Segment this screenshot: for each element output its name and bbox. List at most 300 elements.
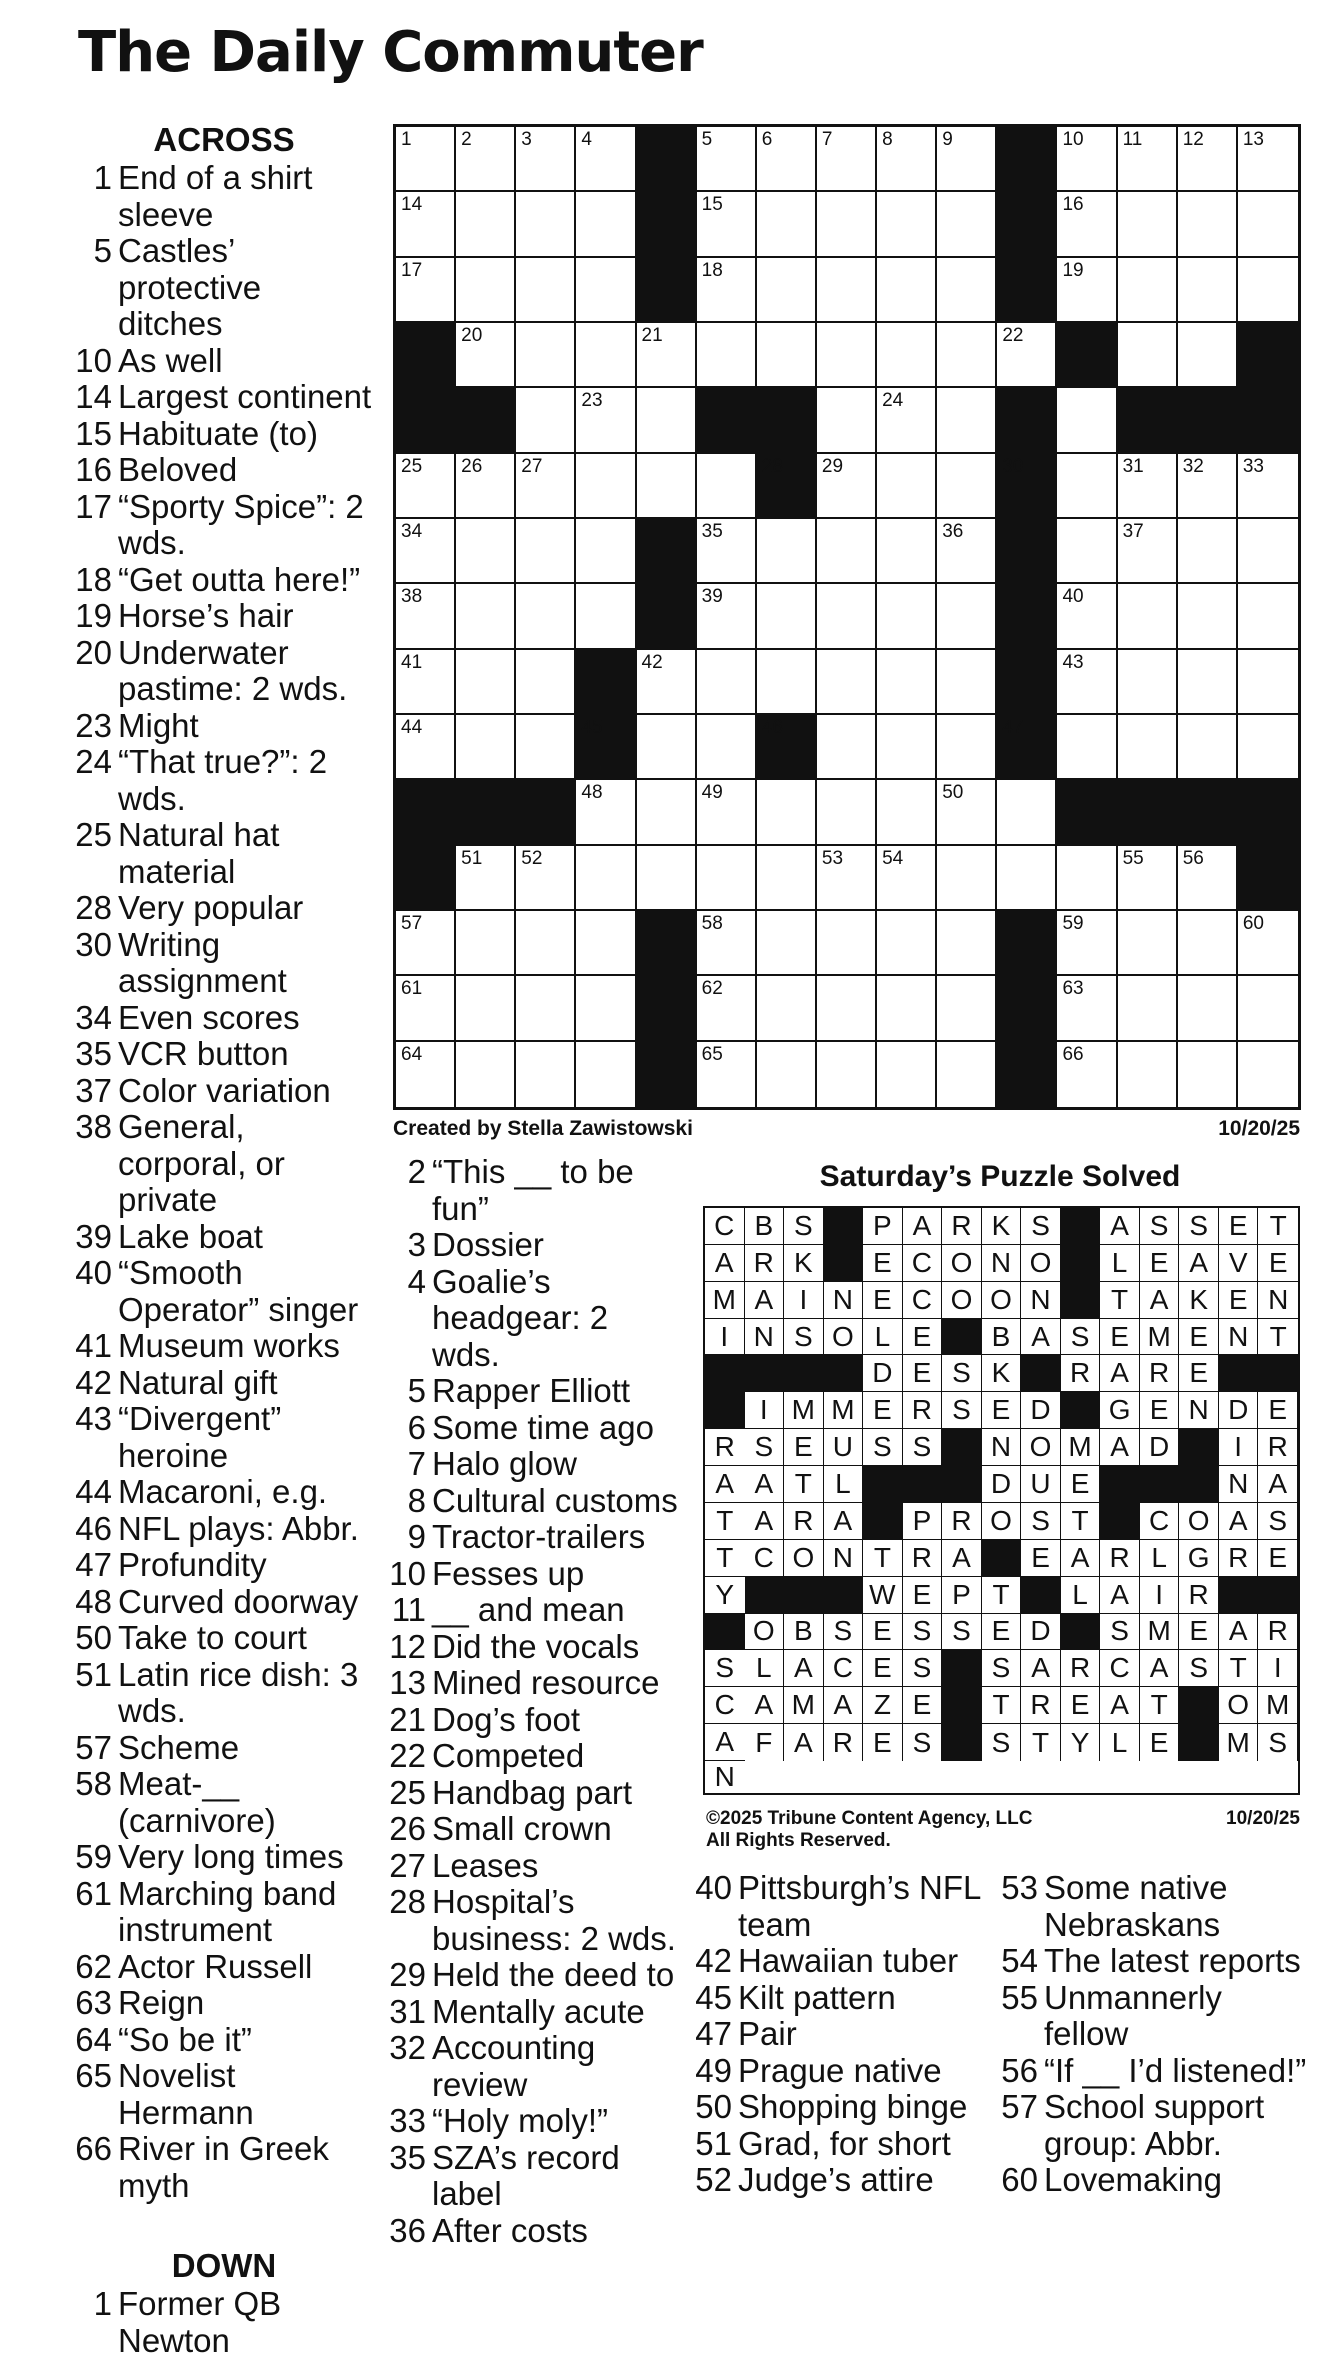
clue-number: 54 (1001, 1942, 1038, 1979)
grid-cell[interactable] (877, 388, 937, 453)
down-clue-list (388, 1154, 683, 2249)
solution-cell: E (863, 1392, 903, 1429)
grid-cell[interactable] (1118, 650, 1178, 715)
clue-number: 23 (75, 706, 112, 744)
grid-cell[interactable] (1178, 650, 1238, 715)
clue-text: Underwater pastime: 2 wds. (118, 633, 348, 707)
solution-black-square (942, 1650, 982, 1687)
clue-item (74, 598, 374, 635)
cell-number: 40 (1062, 586, 1084, 608)
solution-black-square (705, 1392, 745, 1429)
clue-text: Macaroni, e.g. (118, 1473, 328, 1510)
grid-cell[interactable] (1118, 454, 1178, 519)
solution-cell: T (705, 1503, 745, 1540)
grid-cell[interactable] (576, 976, 636, 1041)
grid-cell[interactable] (817, 127, 877, 192)
solution-cell: A (824, 1687, 864, 1724)
grid-cell[interactable] (1238, 715, 1298, 780)
grid-cell[interactable] (1238, 650, 1298, 715)
solution-cell: R (903, 1540, 943, 1577)
grid-cell[interactable] (1238, 192, 1298, 257)
solution-cell: T (982, 1577, 1022, 1614)
solution-black-square (784, 1577, 824, 1614)
solution-cell: T (1021, 1724, 1061, 1761)
grid-cell[interactable] (1118, 519, 1178, 584)
solution-cell: O (1219, 1687, 1259, 1724)
cell-number: 3 (521, 129, 532, 150)
grid-cell[interactable] (637, 323, 697, 388)
grid-cell[interactable] (516, 454, 576, 519)
grid-cell[interactable] (757, 976, 817, 1041)
grid-cell[interactable] (1118, 192, 1178, 257)
solution-cell: N (1179, 1392, 1219, 1429)
solution-cell: A (824, 1503, 864, 1540)
cell-number: 57 (401, 913, 423, 934)
solution-black-square (903, 1466, 943, 1503)
solution-cell: O (824, 1319, 864, 1356)
grid-cell[interactable] (757, 519, 817, 584)
grid-cell[interactable] (697, 846, 757, 911)
solution-cell: S (863, 1429, 903, 1466)
grid-cell[interactable] (1178, 911, 1238, 976)
grid-cell[interactable] (937, 976, 997, 1041)
solution-cell: A (705, 1724, 745, 1761)
grid-cell[interactable] (576, 846, 636, 911)
grid-cell[interactable] (817, 584, 877, 649)
clue-number: 49 (695, 2051, 732, 2089)
grid-cell[interactable] (1178, 715, 1238, 780)
grid-cell[interactable] (877, 454, 937, 519)
grid-cell[interactable] (937, 388, 997, 453)
solution-cell: R (1258, 1429, 1298, 1466)
grid-cell[interactable] (456, 650, 516, 715)
grid-cell[interactable] (516, 258, 576, 323)
grid-cell[interactable] (937, 258, 997, 323)
grid-cell[interactable] (697, 584, 757, 649)
grid-cell[interactable] (396, 1042, 456, 1107)
grid-cell[interactable] (697, 911, 757, 976)
solution-cell: S (903, 1614, 943, 1651)
solution-cell: A (1100, 1429, 1140, 1466)
grid-cell[interactable] (456, 127, 516, 192)
down-clue-list (694, 1870, 994, 2199)
grid-cell[interactable] (1238, 911, 1298, 976)
solution-title: Saturday’s Puzzle Solved (819, 1160, 1181, 1193)
grid-cell[interactable] (757, 258, 817, 323)
grid-cell[interactable] (1057, 1042, 1117, 1107)
clue-item (74, 635, 374, 708)
clue-item (74, 1036, 374, 1073)
grid-cell[interactable] (757, 127, 817, 192)
grid-cell[interactable] (1118, 911, 1178, 976)
grid-cell[interactable] (516, 976, 576, 1041)
black-square (997, 519, 1057, 584)
clue-text: Largest continent (118, 378, 372, 415)
grid-cell[interactable] (1057, 715, 1117, 780)
clue-number: 60 (1001, 2161, 1038, 2198)
clue-text: Horse’s hair (118, 597, 294, 634)
grid-cell[interactable] (576, 258, 636, 323)
grid-cell[interactable] (877, 323, 937, 388)
solution-black-square (1100, 1503, 1140, 1540)
grid-cell[interactable] (757, 780, 817, 845)
solution-cell: M (1140, 1614, 1180, 1651)
solution-cell: L (1140, 1540, 1180, 1577)
solution-cell: O (1179, 1503, 1219, 1540)
grid-cell[interactable] (1057, 911, 1117, 976)
grid-cell[interactable] (697, 715, 757, 780)
grid-cell[interactable] (396, 976, 456, 1041)
cell-number: 47 (1002, 717, 1024, 738)
solution-black-square (705, 1614, 745, 1651)
clue-number: 3 (407, 1226, 426, 1263)
grid-cell[interactable] (877, 127, 937, 192)
clue-text: Curved doorway (118, 1582, 359, 1620)
grid-cell[interactable] (697, 1042, 757, 1107)
clue-number: 53 (1001, 1869, 1038, 1906)
solution-cell: E (903, 1577, 943, 1614)
grid-cell[interactable] (697, 323, 757, 388)
grid-cell[interactable] (1178, 323, 1238, 388)
clue-text: NFL plays: Abbr. (118, 1509, 359, 1547)
grid-cell[interactable] (877, 780, 937, 845)
grid-cell[interactable] (1178, 258, 1238, 323)
grid-cell[interactable] (1118, 323, 1178, 388)
grid-cell[interactable] (396, 584, 456, 649)
grid-cell[interactable] (877, 650, 937, 715)
grid-cell[interactable] (817, 780, 877, 845)
clue-text: Novelist Hermann (118, 2057, 254, 2131)
grid-cell[interactable] (757, 192, 817, 257)
solution-cell: A (745, 1503, 785, 1540)
grid-cell[interactable] (1118, 1042, 1178, 1107)
solution-cell: R (705, 1429, 745, 1466)
grid-cell[interactable] (516, 584, 576, 649)
grid-cell[interactable] (877, 584, 937, 649)
grid-cell[interactable] (817, 1042, 877, 1107)
grid-cell[interactable] (516, 911, 576, 976)
cell-number: 49 (701, 782, 723, 804)
grid-cell[interactable] (1057, 846, 1117, 911)
cell-number: 39 (701, 586, 723, 608)
grid-cell[interactable] (637, 846, 697, 911)
solution-cell: L (1100, 1724, 1140, 1761)
puzzle-date: 10/20/25 (1218, 1117, 1300, 1140)
grid-cell[interactable] (817, 911, 877, 976)
clue-item (694, 1870, 994, 1943)
grid-cell[interactable] (456, 976, 516, 1041)
grid-cell[interactable] (396, 650, 456, 715)
grid-cell[interactable] (576, 323, 636, 388)
grid-cell[interactable] (697, 519, 757, 584)
grid-cell[interactable] (937, 911, 997, 976)
grid-cell[interactable] (877, 976, 937, 1041)
black-square (637, 1042, 697, 1107)
grid-cell[interactable] (1118, 584, 1178, 649)
cell-number: 52 (521, 847, 543, 869)
grid-cell[interactable] (817, 976, 877, 1041)
cell-number: 15 (701, 194, 723, 216)
grid-cell[interactable] (396, 258, 456, 323)
clue-number: 39 (75, 1217, 112, 1255)
grid-cell[interactable] (937, 780, 997, 845)
solution-cell: E (1219, 1282, 1259, 1319)
grid-cell[interactable] (817, 388, 877, 453)
clue-number: 19 (75, 597, 112, 634)
grid-cell[interactable] (697, 976, 757, 1041)
clue-item (1000, 2053, 1310, 2090)
grid-cell[interactable] (1118, 715, 1178, 780)
grid-cell[interactable] (877, 911, 937, 976)
clue-number: 29 (389, 1956, 426, 1993)
grid-cell[interactable] (1057, 584, 1117, 649)
grid-cell[interactable] (937, 1042, 997, 1107)
grid-cell[interactable] (516, 323, 576, 388)
grid-cell[interactable] (1057, 519, 1117, 584)
grid-cell[interactable] (516, 715, 576, 780)
clue-item (74, 890, 374, 927)
grid-cell[interactable] (817, 519, 877, 584)
clue-text: Scheme (118, 1728, 240, 1766)
grid-cell[interactable] (697, 650, 757, 715)
grid-cell[interactable] (576, 1042, 636, 1107)
grid-cell[interactable] (757, 911, 817, 976)
grid-cell[interactable] (456, 454, 516, 519)
clue-item (74, 2131, 374, 2204)
grid-cell[interactable] (1238, 258, 1298, 323)
grid-cell[interactable] (637, 780, 697, 845)
grid-cell[interactable] (1238, 127, 1298, 192)
grid-cell[interactable] (757, 1042, 817, 1107)
solution-cell: C (903, 1282, 943, 1319)
solution-cell: E (903, 1687, 943, 1724)
grid-cell[interactable] (516, 519, 576, 584)
grid-cell[interactable] (637, 650, 697, 715)
grid-cell[interactable] (997, 780, 1057, 845)
grid-cell[interactable] (637, 388, 697, 453)
cell-number: 61 (401, 978, 423, 1000)
solution-black-square (1140, 1466, 1180, 1503)
grid-cell[interactable] (396, 911, 456, 976)
grid-cell[interactable] (937, 323, 997, 388)
grid-cell[interactable] (877, 846, 937, 911)
black-square (1118, 388, 1178, 453)
solution-cell: U (824, 1429, 864, 1466)
clue-item (388, 1738, 683, 1775)
solution-cell: R (1061, 1650, 1101, 1687)
grid-cell[interactable] (456, 846, 516, 911)
grid-cell[interactable] (1118, 127, 1178, 192)
black-square (637, 127, 697, 192)
grid-cell[interactable] (1057, 192, 1117, 257)
grid-cell[interactable] (576, 911, 636, 976)
grid-cell[interactable] (456, 715, 516, 780)
grid-cell[interactable] (516, 192, 576, 257)
grid-cell[interactable] (1238, 519, 1298, 584)
grid-cell[interactable] (937, 127, 997, 192)
cell-number: 63 (1062, 978, 1084, 1000)
grid-cell[interactable] (1238, 584, 1298, 649)
grid-cell[interactable] (1238, 1042, 1298, 1107)
clue-number: 4 (407, 1262, 426, 1300)
grid-cell[interactable] (516, 388, 576, 453)
down-clue-list (1000, 1870, 1310, 2199)
grid-cell[interactable] (877, 715, 937, 780)
down-clues-column-2 (388, 1154, 683, 2249)
grid-cell[interactable] (937, 192, 997, 257)
grid-cell[interactable] (1057, 454, 1117, 519)
grid-cell[interactable] (1178, 519, 1238, 584)
grid-cell[interactable] (877, 519, 937, 584)
grid-cell[interactable] (1178, 192, 1238, 257)
solution-cell: K (982, 1208, 1022, 1245)
clue-text: Rapper Elliott (432, 1372, 631, 1409)
grid-cell[interactable] (757, 846, 817, 911)
grid-cell[interactable] (877, 1042, 937, 1107)
grid-cell[interactable] (1178, 846, 1238, 911)
grid-cell[interactable] (516, 846, 576, 911)
grid-cell[interactable] (877, 258, 937, 323)
grid-cell[interactable] (697, 780, 757, 845)
grid-cell[interactable] (637, 454, 697, 519)
cell-number: 64 (401, 1043, 423, 1065)
grid-cell[interactable] (516, 1042, 576, 1107)
grid-cell[interactable] (1118, 976, 1178, 1041)
solution-cell: A (1021, 1319, 1061, 1356)
solution-black-square (824, 1577, 864, 1614)
grid-cell[interactable] (1178, 584, 1238, 649)
across-clue-list (74, 160, 374, 2204)
black-square (997, 650, 1057, 715)
cell-number: 46 (761, 717, 783, 738)
cell-number: 37 (1122, 521, 1144, 542)
grid-cell[interactable] (877, 192, 937, 257)
solution-cell: S (1258, 1503, 1298, 1540)
grid-cell[interactable] (757, 650, 817, 715)
grid-cell[interactable] (576, 388, 636, 453)
solution-cell: T (1100, 1282, 1140, 1319)
grid-cell[interactable] (396, 519, 456, 584)
grid-cell[interactable] (1057, 976, 1117, 1041)
grid-cell[interactable] (817, 846, 877, 911)
solution-cell: E (982, 1392, 1022, 1429)
grid-cell[interactable] (1057, 127, 1117, 192)
down-clue-list (74, 2286, 374, 2359)
solution-cell: A (1061, 1540, 1101, 1577)
black-square (757, 388, 817, 453)
grid-cell[interactable] (456, 911, 516, 976)
grid-cell[interactable] (576, 780, 636, 845)
grid-cell[interactable] (697, 192, 757, 257)
solution-cell: M (1061, 1429, 1101, 1466)
grid-cell[interactable] (456, 1042, 516, 1107)
grid-cell[interactable] (817, 454, 877, 519)
clue-number: 42 (695, 1942, 732, 1979)
grid-cell[interactable] (1118, 258, 1178, 323)
grid-cell[interactable] (697, 454, 757, 519)
clue-item (74, 343, 374, 380)
grid-cell[interactable] (817, 258, 877, 323)
grid-cell[interactable] (456, 519, 516, 584)
grid-cell[interactable] (396, 715, 456, 780)
clue-number: 50 (695, 2088, 732, 2125)
clue-text: Profundity (118, 1546, 267, 1583)
grid-cell[interactable] (697, 258, 757, 323)
grid-cell[interactable] (396, 192, 456, 257)
grid-cell[interactable] (1057, 258, 1117, 323)
grid-cell[interactable] (937, 846, 997, 911)
black-square (637, 192, 697, 257)
solution-cell: N (745, 1319, 785, 1356)
clue-item (74, 489, 374, 562)
solution-cell: I (1140, 1577, 1180, 1614)
solution-cell: Y (705, 1577, 745, 1614)
clue-item (74, 744, 374, 817)
grid-cell[interactable] (1178, 454, 1238, 519)
cell-number: 34 (401, 521, 423, 542)
grid-cell[interactable] (396, 454, 456, 519)
grid-cell[interactable] (576, 454, 636, 519)
grid-cell[interactable] (576, 127, 636, 192)
clue-item (74, 1073, 374, 1110)
grid-cell[interactable] (1178, 127, 1238, 192)
grid-cell[interactable] (1057, 388, 1117, 453)
grid-cell[interactable] (757, 323, 817, 388)
grid-cell[interactable] (817, 715, 877, 780)
grid-cell[interactable] (757, 584, 817, 649)
clue-item (388, 1227, 683, 1264)
clue-text: Tractor-trailers (432, 1518, 646, 1555)
grid-cell[interactable] (937, 454, 997, 519)
grid-cell[interactable] (817, 192, 877, 257)
grid-cell[interactable] (456, 192, 516, 257)
grid-cell[interactable] (576, 192, 636, 257)
grid-cell[interactable] (456, 323, 516, 388)
grid-cell[interactable] (456, 584, 516, 649)
grid-cell[interactable] (637, 715, 697, 780)
grid-cell[interactable] (1238, 454, 1298, 519)
grid-cell[interactable] (456, 258, 516, 323)
grid-cell[interactable] (817, 650, 877, 715)
grid-cell[interactable] (1238, 976, 1298, 1041)
grid-cell[interactable] (997, 846, 1057, 911)
cell-number: 13 (1242, 129, 1264, 150)
grid-cell[interactable] (1118, 846, 1178, 911)
grid-cell[interactable] (937, 715, 997, 780)
grid-cell[interactable] (516, 650, 576, 715)
grid-cell[interactable] (817, 323, 877, 388)
grid-cell[interactable] (997, 323, 1057, 388)
clue-item (74, 379, 374, 416)
solution-cell: N (824, 1540, 864, 1577)
grid-cell[interactable] (937, 519, 997, 584)
grid-cell[interactable] (1178, 1042, 1238, 1107)
grid-cell[interactable] (576, 519, 636, 584)
grid-cell[interactable] (1057, 650, 1117, 715)
clue-text: Even scores (118, 998, 300, 1036)
grid-cell[interactable] (937, 584, 997, 649)
grid-cell[interactable] (576, 584, 636, 649)
clue-number: 26 (389, 1810, 426, 1847)
grid-cell[interactable] (937, 650, 997, 715)
grid-cell[interactable] (516, 127, 576, 192)
grid-cell[interactable] (396, 127, 456, 192)
clue-text: Color variation (118, 1071, 331, 1109)
grid-cell[interactable] (697, 127, 757, 192)
solution-cell: A (745, 1282, 785, 1319)
grid-cell[interactable] (1178, 976, 1238, 1041)
solution-black-square (745, 1355, 785, 1392)
